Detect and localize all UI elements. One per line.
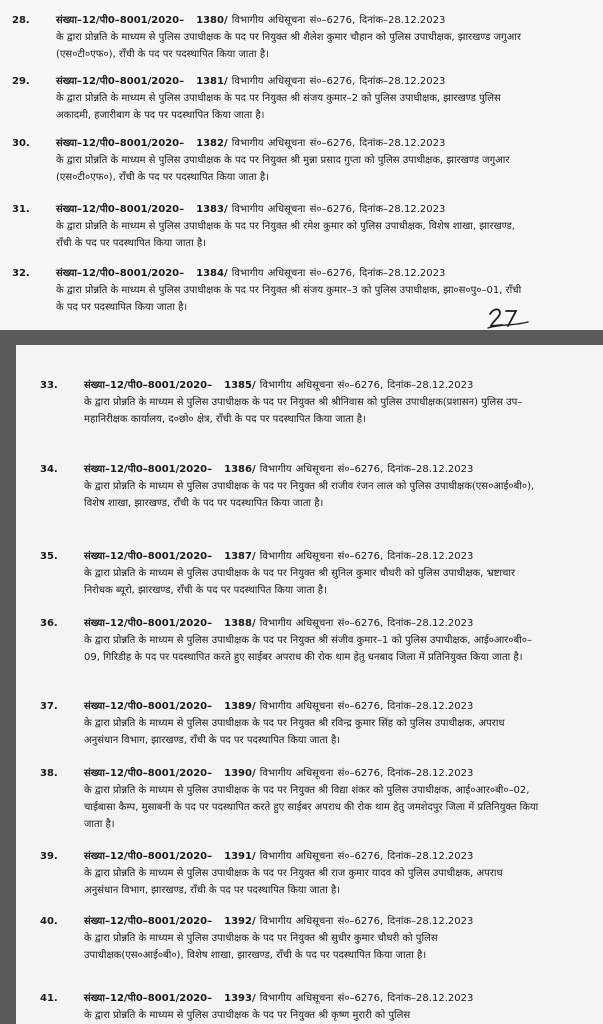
entry-notification: विभागीय अधिसूचना सं०–6276, दिनांक–28.12.2023 — [259, 380, 474, 391]
entry-number: 28. — [12, 15, 30, 26]
entry-number: 35. — [40, 551, 58, 562]
entry-body: के द्वारा प्रोन्नति के माध्यम से पुलिस उपाधीक्षक के पद पर नियुक्त श्री संजय कुमार–3 को पुलिस उपाधीक्षक, झा०स०पु०–01, राँची के पद पर पदस्थापित किया जाता है। — [56, 285, 522, 313]
entry-reference: संख्या–12/पी0–8001/2020– — [84, 768, 213, 779]
entry-notification: विभागीय अधिसूचना सं०–6276, दिनांक–28.12.2023 — [259, 993, 474, 1004]
entry-reference: संख्या–12/पी0–8001/2020– — [84, 993, 213, 1004]
entry-order-number: 1384/ — [196, 268, 228, 279]
entry-number: 38. — [40, 768, 58, 779]
entry-number: 30. — [12, 138, 30, 149]
entry-reference: संख्या–12/पी0–8001/2020– — [56, 76, 185, 87]
entry-reference: संख्या–12/पी0–8001/2020– — [84, 551, 213, 562]
entry-notification: विभागीय अधिसूचना सं०–6276, दिनांक–28.12.2023 — [231, 268, 446, 279]
entry-reference: संख्या–12/पी0–8001/2020– — [56, 268, 185, 279]
entry-order-number: 1390/ — [224, 768, 256, 779]
entry-body: के द्वारा प्रोन्नति के माध्यम से पुलिस उपाधीक्षक के पद पर नियुक्त श्री राज कुमार यादव को पुलिस उपाधीक्षक, अपराध अनुसंधान विभाग, झारखण्ड, राँची के पद पर पदस्थापित किया जाता है। — [84, 868, 503, 896]
entry-order-number: 1383/ — [196, 204, 228, 215]
entry-body: के द्वारा प्रोन्नति के माध्यम से पुलिस उपाधीक्षक के पद पर नियुक्त श्री विद्या शंकर को पुलिस उपाधीक्षक, आई०आर०बी०–02, चाईबासा कैम्प, मुसाबनी के पद पर पदस्थापित करते हुए साईबर अपराध की रोक थाम हेतु जमशेदपुर जिला में प्रतिनियुक्त किया जाता है। — [84, 785, 539, 830]
entry-reference: संख्या–12/पी0–8001/2020– — [84, 618, 213, 629]
entry-reference: संख्या–12/पी0–8001/2020– — [84, 916, 213, 927]
entry-number: 36. — [40, 618, 58, 629]
entry-order-number: 1385/ — [224, 380, 256, 391]
entry-number: 29. — [12, 76, 30, 87]
entry-notification: विभागीय अधिसूचना सं०–6276, दिनांक–28.12.2023 — [231, 204, 446, 215]
entry-reference: संख्या–12/पी0–8001/2020– — [56, 204, 185, 215]
entry-order-number: 1381/ — [196, 76, 228, 87]
entry-number: 40. — [40, 916, 58, 927]
entry-order-number: 1387/ — [224, 551, 256, 562]
entry-number: 39. — [40, 851, 58, 862]
entry-notification: विभागीय अधिसूचना सं०–6276, दिनांक–28.12.2023 — [259, 768, 474, 779]
entry-body: के द्वारा प्रोन्नति के माध्यम से पुलिस उपाधीक्षक के पद पर नियुक्त श्री शैलेश कुमार चौहान को पुलिस उपाधीक्षक, झारखण्ड जगुआर (एस०टी०एफ०), राँची के पद पर पदस्थापित किया जाता है। — [56, 32, 521, 60]
entry-reference: संख्या–12/पी0–8001/2020– — [84, 464, 213, 475]
document-page-1 — [0, 0, 603, 330]
entry-number: 37. — [40, 701, 58, 712]
entry-order-number: 1388/ — [224, 618, 256, 629]
entry-body: के द्वारा प्रोन्नति के माध्यम से पुलिस उपाधीक्षक के पद पर नियुक्त श्री संजय कुमार–2 को पुलिस उपाधीक्षक, झारखण्ड पुलिस अकादमी, हजारीबाग के पद पर पदस्थापित किया जाता है। — [56, 93, 501, 121]
entry-notification: विभागीय अधिसूचना सं०–6276, दिनांक–28.12.2023 — [259, 701, 474, 712]
entry-body: के द्वारा प्रोन्नति के माध्यम से पुलिस उपाधीक्षक के पद पर नियुक्त श्री सुधीर कुमार चौधरी को पुलिस उपाधीक्षक(एस०आई०बी०), विशेष शाखा, झारखण्ड, राँची के पद पर पदस्थापित किया जाता है। — [84, 933, 438, 961]
entry-order-number: 1380/ — [196, 15, 228, 26]
entry-number: 41. — [40, 993, 58, 1004]
entry-order-number: 1392/ — [224, 916, 256, 927]
entry-notification: विभागीय अधिसूचना सं०–6276, दिनांक–28.12.2023 — [231, 15, 446, 26]
entry-body: के द्वारा प्रोन्नति के माध्यम से पुलिस उपाधीक्षक के पद पर नियुक्त श्री रमेश कुमार को पुलिस उपाधीक्षक, विशेष शाखा, झारखण्ड, राँची के पद पर पदस्थापित किया जाता है। — [56, 221, 515, 249]
entry-body: के द्वारा प्रोन्नति के माध्यम से पुलिस उपाधीक्षक के पद पर नियुक्त श्री संजीव कुमार–1 को पुलिस उपाधीक्षक, आई०आर०बी०–09, गिरिडीह के पद पर पदस्थापित करते हुए साईबर अपराध की रोक थाम हेतु धनबाद जिला में प्रतिनियुक्त किया जाता है। — [84, 635, 532, 663]
document-page-2 — [16, 345, 603, 1024]
entry-number: 31. — [12, 204, 30, 215]
entry-reference: संख्या–12/पी0–8001/2020– — [84, 851, 213, 862]
entry-reference: संख्या–12/पी0–8001/2020– — [84, 380, 213, 391]
entry-body: के द्वारा प्रोन्नति के माध्यम से पुलिस उपाधीक्षक के पद पर नियुक्त श्री मुन्ना प्रसाद गुप्ता को पुलिस उपाधीक्षक, झारखण्ड जगुआर (एस०टी०एफ०), राँची के पद पर पदस्थापित किया जाता है। — [56, 155, 510, 183]
entry-order-number: 1393/ — [224, 993, 256, 1004]
entry-notification: विभागीय अधिसूचना सं०–6276, दिनांक–28.12.2023 — [231, 76, 446, 87]
entry-number: 33. — [40, 380, 58, 391]
entry-notification: विभागीय अधिसूचना सं०–6276, दिनांक–28.12.2023 — [259, 464, 474, 475]
handwritten-initials-signature — [486, 304, 532, 330]
entry-reference: संख्या–12/पी0–8001/2020– — [56, 15, 185, 26]
entry-order-number: 1386/ — [224, 464, 256, 475]
entry-body: के द्वारा प्रोन्नति के माध्यम से पुलिस उपाधीक्षक के पद पर नियुक्त श्री कृष्ण मुरारी को पुलिस — [84, 1010, 411, 1021]
entry-body: के द्वारा प्रोन्नति के माध्यम से पुलिस उपाधीक्षक के पद पर नियुक्त श्री श्रीनिवास को पुलिस उपाधीक्षक(प्रशासन) पुलिस उप–महानिरीक्षक कार्यालय, द०छो० क्षेत्र, राँची के पद पर पदस्थापित किया जाता है। — [84, 397, 523, 425]
entry-number: 32. — [12, 268, 30, 279]
entry-notification: विभागीय अधिसूचना सं०–6276, दिनांक–28.12.2023 — [259, 551, 474, 562]
entry-order-number: 1391/ — [224, 851, 256, 862]
entry-body: के द्वारा प्रोन्नति के माध्यम से पुलिस उपाधीक्षक के पद पर नियुक्त श्री रविन्द्र कुमार सिंह को पुलिस उपाधीक्षक, अपराध अनुसंधान विभाग, झारखण्ड, राँची के पद पर पदस्थापित किया जाता है। — [84, 718, 505, 746]
entry-body: के द्वारा प्रोन्नति के माध्यम से पुलिस उपाधीक्षक के पद पर नियुक्त श्री सुनिल कुमार चौधरी को पुलिस उपाधीक्षक, भ्रष्टाचार निरोधक ब्यूरो, झारखण्ड, राँची के पद पर पदस्थापित किया जाता है। — [84, 568, 516, 596]
entry-order-number: 1382/ — [196, 138, 228, 149]
entry-number: 34. — [40, 464, 58, 475]
entry-notification: विभागीय अधिसूचना सं०–6276, दिनांक–28.12.2023 — [259, 851, 474, 862]
entry-body: के द्वारा प्रोन्नति के माध्यम से पुलिस उपाधीक्षक के पद पर नियुक्त श्री राजीव रंजन लाल को पुलिस उपाधीक्षक(एस०आई०बी०), विशेष शाखा, झारखण्ड, राँची के पद पर पदस्थापित किया जाता है। — [84, 481, 535, 509]
entry-notification: विभागीय अधिसूचना सं०–6276, दिनांक–28.12.2023 — [259, 618, 474, 629]
entry-reference: संख्या–12/पी0–8001/2020– — [84, 701, 213, 712]
entry-notification: विभागीय अधिसूचना सं०–6276, दिनांक–28.12.2023 — [231, 138, 446, 149]
entry-reference: संख्या–12/पी0–8001/2020– — [56, 138, 185, 149]
entry-order-number: 1389/ — [224, 701, 256, 712]
entry-notification: विभागीय अधिसूचना सं०–6276, दिनांक–28.12.2023 — [259, 916, 474, 927]
